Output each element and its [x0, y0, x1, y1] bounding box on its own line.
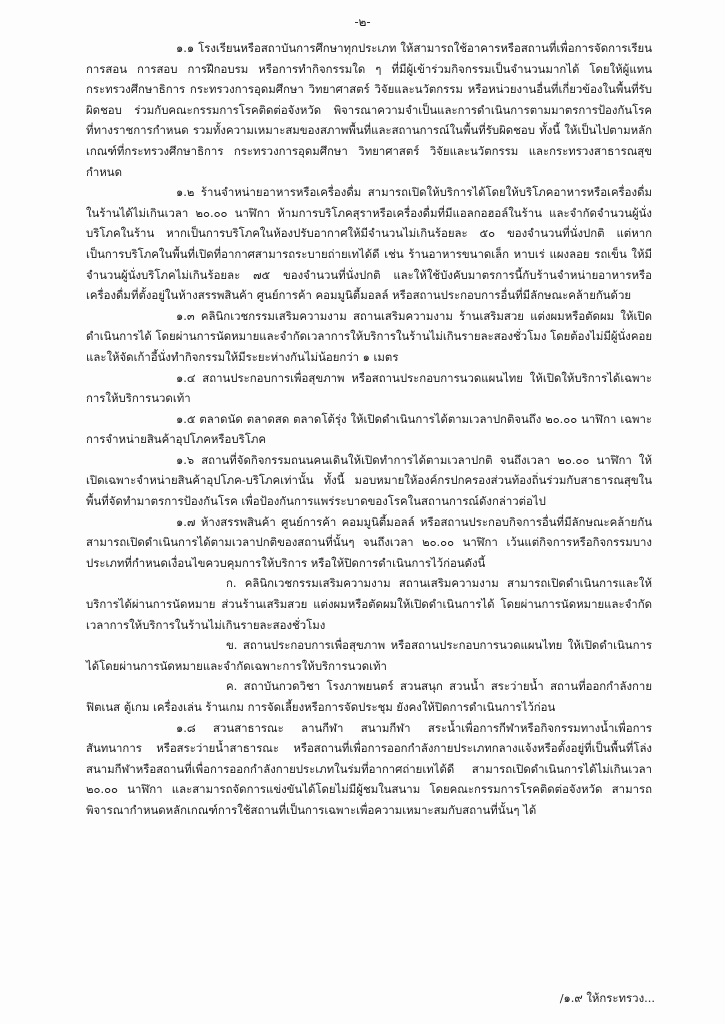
document-body — [86, 38, 652, 821]
continuation-note: /๑.๙ ให้กระทรวง... — [559, 991, 655, 1005]
item-1-7-b: ข. สถานประกอบการเพื่อสุขภาพ หรือสถานประกอบการนวดแผนไทย ให้เปิดดำเนินการได้โดยผ่านการนัดหมายและจำกัดเฉพาะการให้บริการนวดเท้า — [86, 638, 652, 673]
page-number: -๒- — [354, 15, 371, 29]
item-1-2: ๑.๒ ร้านจำหน่ายอาหารหรือเครื่องดื่ม สามารถเปิดให้บริการได้โดยให้บริโภคอาหารหรือเครื่องดื่มในร้านได้ไม่เกินเวลา ๒๐.๐๐ นาฬิกา ห้ามการบริโภคสุราหรือเครื่องดื่มที่มีแอลกอฮอล์ในร้าน และจำกัดจำนวนผู้นั่งบริโภคในร้าน หากเป็นการบริโภคในห้องปรับอากาศให้มีจำนวนไม่เกินร้อยละ ๕๐ ของจำนวนที่นั่งปกติ แต่หากเป็นการบริโภคในพื้นที่เปิดที่อากาศสามารถระบายถ่ายเทได้ดี เช่น ร้านอาหารขนาดเล็ก หาบเร่ แผงลอย รถเข็น ให้มีจำนวนผู้นั่งบริโภคไม่เกินร้อยละ ๗๕ ของจำนวนที่นั่งปกติ และให้ใช้บังคับมาตรการนี้กับร้านจำหน่ายอาหารหรือเครื่องดื่มที่ตั้งอยู่ในห้างสรรพสินค้า ศูนย์การค้า คอมมูนิตี้มอลล์ หรือสถานประกอบการอื่นที่มีลักษณะคล้ายกันด้วย — [86, 185, 652, 303]
item-1-3: ๑.๓ คลินิกเวชกรรมเสริมความงาม สถานเสริมความงาม ร้านเสริมสวย แต่งผมหรือตัดผม ให้เปิดดำเนินการได้ โดยผ่านการนัดหมายและจำกัดเวลาการให้บริการในร้านไม่เกินรายละสองชั่วโมง โดยต้องไม่มีผู้นั่งคอย และให้จัดเก้าอี้นั่งทำกิจกรรมให้มีระยะห่างกันไม่น้อยกว่า ๑ เมตร — [86, 308, 652, 364]
item-1-5: ๑.๕ ตลาดนัด ตลาดสด ตลาดโต้รุ่ง ให้เปิดดำเนินการได้ตามเวลาปกติจนถึง ๒๐.๐๐ นาฬิกา เฉพาะการจำหน่ายสินค้าอุปโภคหรือบริโภค — [86, 411, 652, 447]
item-1-6: ๑.๖ สถานที่จัดกิจกรรมถนนคนเดินให้เปิดทำการได้ตามเวลาปกติ จนถึงเวลา ๒๐.๐๐ นาฬิกา ให้เปิดเฉพาะจำหน่ายสินค้าอุปโภค-บริโภคเท่านั้น ทั้งนี้ มอบหมายให้องค์กรปกครองส่วนท้องถิ่นร่วมกับสาธารณสุขในพื้นที่จัดทำมาตรการป้องกันโรค เพื่อป้องกันการแพร่ระบาดของโรคในสถานการณ์ดังกล่าวต่อไป — [86, 452, 652, 509]
item-1-7: ๑.๗ ห้างสรรพสินค้า ศูนย์การค้า คอมมูนิตี้มอลล์ หรือสถานประกอบกิจการอื่นที่มีลักษณะคล้ายกันสามารถเปิดดำเนินการได้ตามเวลาปกติของสถานที่นั้นๆ จนถึงเวลา ๒๐.๐๐ นาฬิกา เว้นแต่กิจการหรือกิจกรรมบางประเภทที่กำหนดเงื่อนไขควบคุมการให้บริการ หรือให้ปิดการดำเนินการไว้ก่อนดังนี้ — [86, 514, 652, 570]
item-1-8: ๑.๘ สวนสาธารณะ ลานกีฬา สนามกีฬา สระน้ำเพื่อการกีฬาหรือกิจกรรมทางน้ำเพื่อการสันทนาการ หรือสระว่ายน้ำสาธารณะ หรือสถานที่เพื่อการออกกำลังกายประเภทกลางแจ้งหรือตั้งอยู่ที่เป็นพื้นที่โล่ง สนามกีฬาหรือสถานที่เพื่อการออกกำลังกายประเภทในร่มที่อากาศถ่ายเทได้ดี สามารถเปิดดำเนินการได้ไม่เกินเวลา ๒๐.๐๐ นาฬิกา และสามารถจัดการแข่งขันได้โดยไม่มีผู้ชมในสนาม โดยคณะกรรมการโรคติดต่อจังหวัด สามารถพิจารณากำหนดหลักเกณฑ์การใช้สถานที่เป็นการเฉพาะเพื่อความเหมาะสมกับสถานที่นั้นๆ ได้ — [86, 720, 652, 817]
item-1-1: ๑.๑ โรงเรียนหรือสถาบันการศึกษาทุกประเภท ให้สามารถใช้อาคารหรือสถานที่เพื่อการจัดการเรียนการสอน การสอบ การฝึกอบรม หรือการทำกิจกรรมใด ๆ ที่มีผู้เข้าร่วมกิจกรรมเป็นจำนวนมากได้ โดยให้ผู้แทนกระทรวงศึกษาธิการ กระทรวงการอุดมศึกษา วิทยาศาสตร์ วิจัยและนวัตกรรม หรือหน่วยงานอื่นที่เกี่ยวข้องในพื้นที่รับผิดชอบ ร่วมกับคณะกรรมการโรคติดต่อจังหวัด พิจารณาความจำเป็นและการดำเนินการตามมาตรการป้องกันโรคที่ทางราชการกำหนด รวมทั้งความเหมาะสมของสภาพพื้นที่และสถานการณ์ในพื้นที่รับผิดชอบ ทั้งนี้ ให้เป็นไปตามหลักเกณฑ์ที่กระทรวงศึกษาธิการ กระทรวงการอุดมศึกษา วิทยาศาสตร์ วิจัยและนวัตกรรม และกระทรวงสาธารณสุขกำหนด — [86, 41, 652, 179]
item-1-4: ๑.๔ สถานประกอบการเพื่อสุขภาพ หรือสถานประกอบการนวดแผนไทย ให้เปิดให้บริการได้เฉพาะการให้บริการนวดเท้า — [86, 370, 652, 406]
item-1-7-c: ค. สถาบันกวดวิชา โรงภาพยนตร์ สวนสนุก สวนน้ำ สระว่ายน้ำ สถานที่ออกกำลังกายฟิตเนส ตู้เกม เครื่องเล่น ร้านเกม การจัดเลี้ยงหรือการจัดประชุม ยังคงให้ปิดการดำเนินการไว้ก่อน — [86, 679, 652, 714]
item-1-7-a: ก. คลินิกเวชกรรมเสริมความงาม สถานเสริมความงาม สามารถเปิดดำเนินการและให้บริการได้ผ่านการนัดหมาย ส่วนร้านเสริมสวย แต่งผมหรือตัดผมให้เปิดดำเนินการได้ โดยผ่านการนัดหมายและจำกัดเวลาการให้บริการในร้านไม่เกินรายละสองชั่วโมง — [86, 576, 652, 632]
